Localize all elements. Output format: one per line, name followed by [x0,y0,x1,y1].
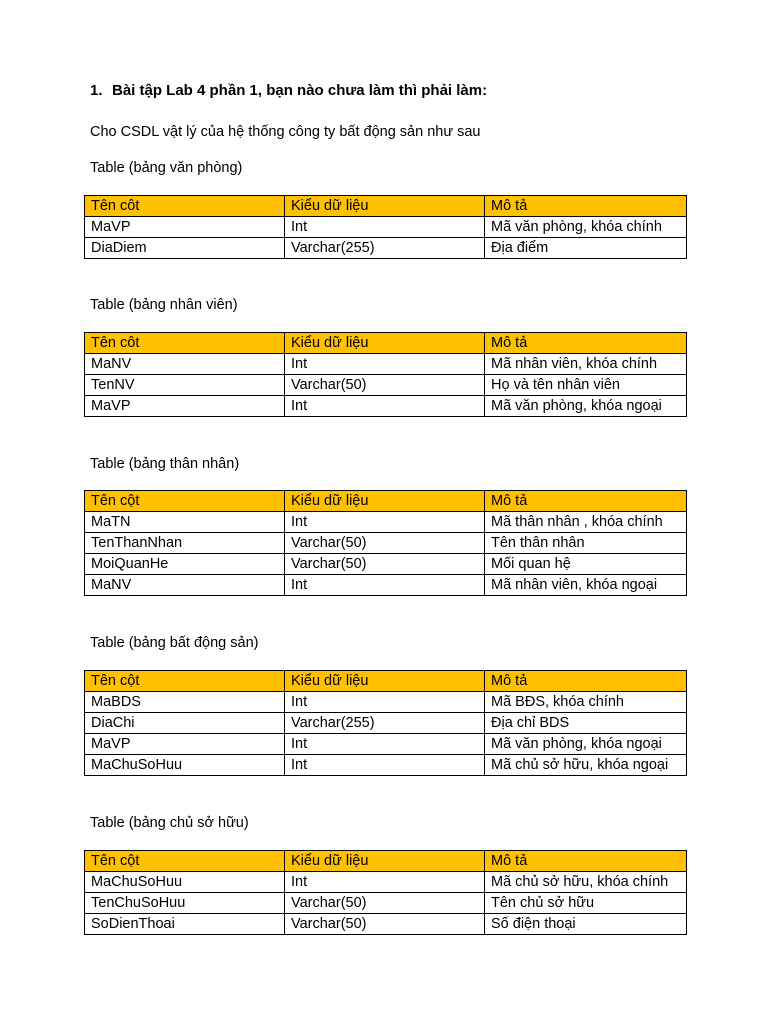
table-row [85,396,687,417]
table-row [85,734,687,755]
table-cell: Mã nhân viên, khóa ngoại [485,575,687,596]
table-row [85,554,687,575]
table-cell: Int [285,354,485,375]
section-heading [90,82,487,99]
table-cell: Mối quan hệ [485,554,687,575]
table-cell: Int [285,872,485,893]
header-cell: Mô tả [485,196,687,217]
table-header-row [85,196,687,217]
table-row [85,375,687,396]
table-cell: Mã chủ sở hữu, khóa chính [485,872,687,893]
table-cell: Mã BĐS, khóa chính [485,692,687,713]
table-cell: Varchar(255) [285,238,485,259]
table-nhan-vien [84,332,687,417]
table-van-phong [84,195,687,259]
table-cell: MaVP [85,396,285,417]
table-chu-so-huu [84,850,687,935]
table-cell: Int [285,217,485,238]
table-row [85,914,687,935]
table-row [85,872,687,893]
table-cell: Mã thân nhân , khóa chính [485,512,687,533]
header-cell: Mô tả [485,491,687,512]
table-caption-than-nhan: Table (bảng thân nhân) [90,456,240,472]
table-cell: SoDienThoai [85,914,285,935]
intro-text: Cho CSDL vật lý của hệ thống công ty bất động sản như sau [90,124,481,140]
table-cell: Varchar(50) [285,554,485,575]
table-caption-chu-so-huu: Table (bảng chủ sở hữu) [90,815,249,831]
table-cell: MaNV [85,575,285,596]
table-cell: Varchar(50) [285,533,485,554]
table-cell: Varchar(255) [285,713,485,734]
table-cell: DiaDiem [85,238,285,259]
table-header-row [85,491,687,512]
header-cell: Mô tả [485,851,687,872]
table-cell: MaBDS [85,692,285,713]
table-cell: Mã nhân viên, khóa chính [485,354,687,375]
header-cell: Tên cột [85,491,285,512]
table-row [85,533,687,554]
table-row [85,238,687,259]
table-bat-dong-san [84,670,687,776]
table-row [85,713,687,734]
table-cell: MaVP [85,734,285,755]
header-cell: Kiểu dữ liệu [285,491,485,512]
table-cell: Mã văn phòng, khóa ngoại [485,396,687,417]
table-cell: TenChuSoHuu [85,893,285,914]
table-cell: Tên thân nhân [485,533,687,554]
table-than-nhan [84,490,687,596]
header-cell: Kiểu dữ liệu [285,196,485,217]
table-cell: Mã văn phòng, khóa chính [485,217,687,238]
table-cell: Int [285,734,485,755]
table-header-row [85,333,687,354]
table-cell: MoiQuanHe [85,554,285,575]
table-cell: MaVP [85,217,285,238]
table-cell: Int [285,396,485,417]
header-cell: Mô tả [485,671,687,692]
header-cell: Kiểu dữ liệu [285,333,485,354]
table-cell: TenThanNhan [85,533,285,554]
table-row [85,354,687,375]
table-header-row [85,851,687,872]
table-row [85,692,687,713]
table-header-row [85,671,687,692]
table-row [85,893,687,914]
header-cell: Tên cột [85,671,285,692]
table-cell: Int [285,755,485,776]
table-cell: Int [285,575,485,596]
table-row [85,217,687,238]
table-cell: Mã chủ sở hữu, khóa ngoại [485,755,687,776]
table-cell: Địa chỉ BDS [485,713,687,734]
table-cell: Địa điểm [485,238,687,259]
table-cell: Họ và tên nhân viên [485,375,687,396]
table-cell: Varchar(50) [285,914,485,935]
table-cell: Số điện thoại [485,914,687,935]
table-cell: DiaChi [85,713,285,734]
table-cell: TenNV [85,375,285,396]
table-cell: Varchar(50) [285,893,485,914]
header-cell: Mô tả [485,333,687,354]
table-row [85,575,687,596]
table-cell: MaChuSoHuu [85,755,285,776]
header-cell: Tên cột [85,851,285,872]
table-row [85,755,687,776]
section-title: Bài tập Lab 4 phần 1, bạn nào chưa làm thì phải làm: [112,82,488,99]
table-cell: MaChuSoHuu [85,872,285,893]
header-cell: Tên côt [85,196,285,217]
table-caption-van-phong: Table (bảng văn phòng) [90,160,243,176]
table-row [85,512,687,533]
header-cell: Kiểu dữ liệu [285,851,485,872]
section-number: 1. [90,82,103,99]
table-cell: MaNV [85,354,285,375]
table-cell: MaTN [85,512,285,533]
table-cell: Tên chủ sở hữu [485,893,687,914]
table-cell: Mã văn phòng, khóa ngoại [485,734,687,755]
header-cell: Kiểu dữ liệu [285,671,485,692]
table-cell: Int [285,692,485,713]
table-cell: Int [285,512,485,533]
table-cell: Varchar(50) [285,375,485,396]
header-cell: Tên côt [85,333,285,354]
table-caption-nhan-vien: Table (bảng nhân viên) [90,297,238,313]
table-caption-bat-dong-san: Table (bảng bất động sản) [90,635,259,651]
